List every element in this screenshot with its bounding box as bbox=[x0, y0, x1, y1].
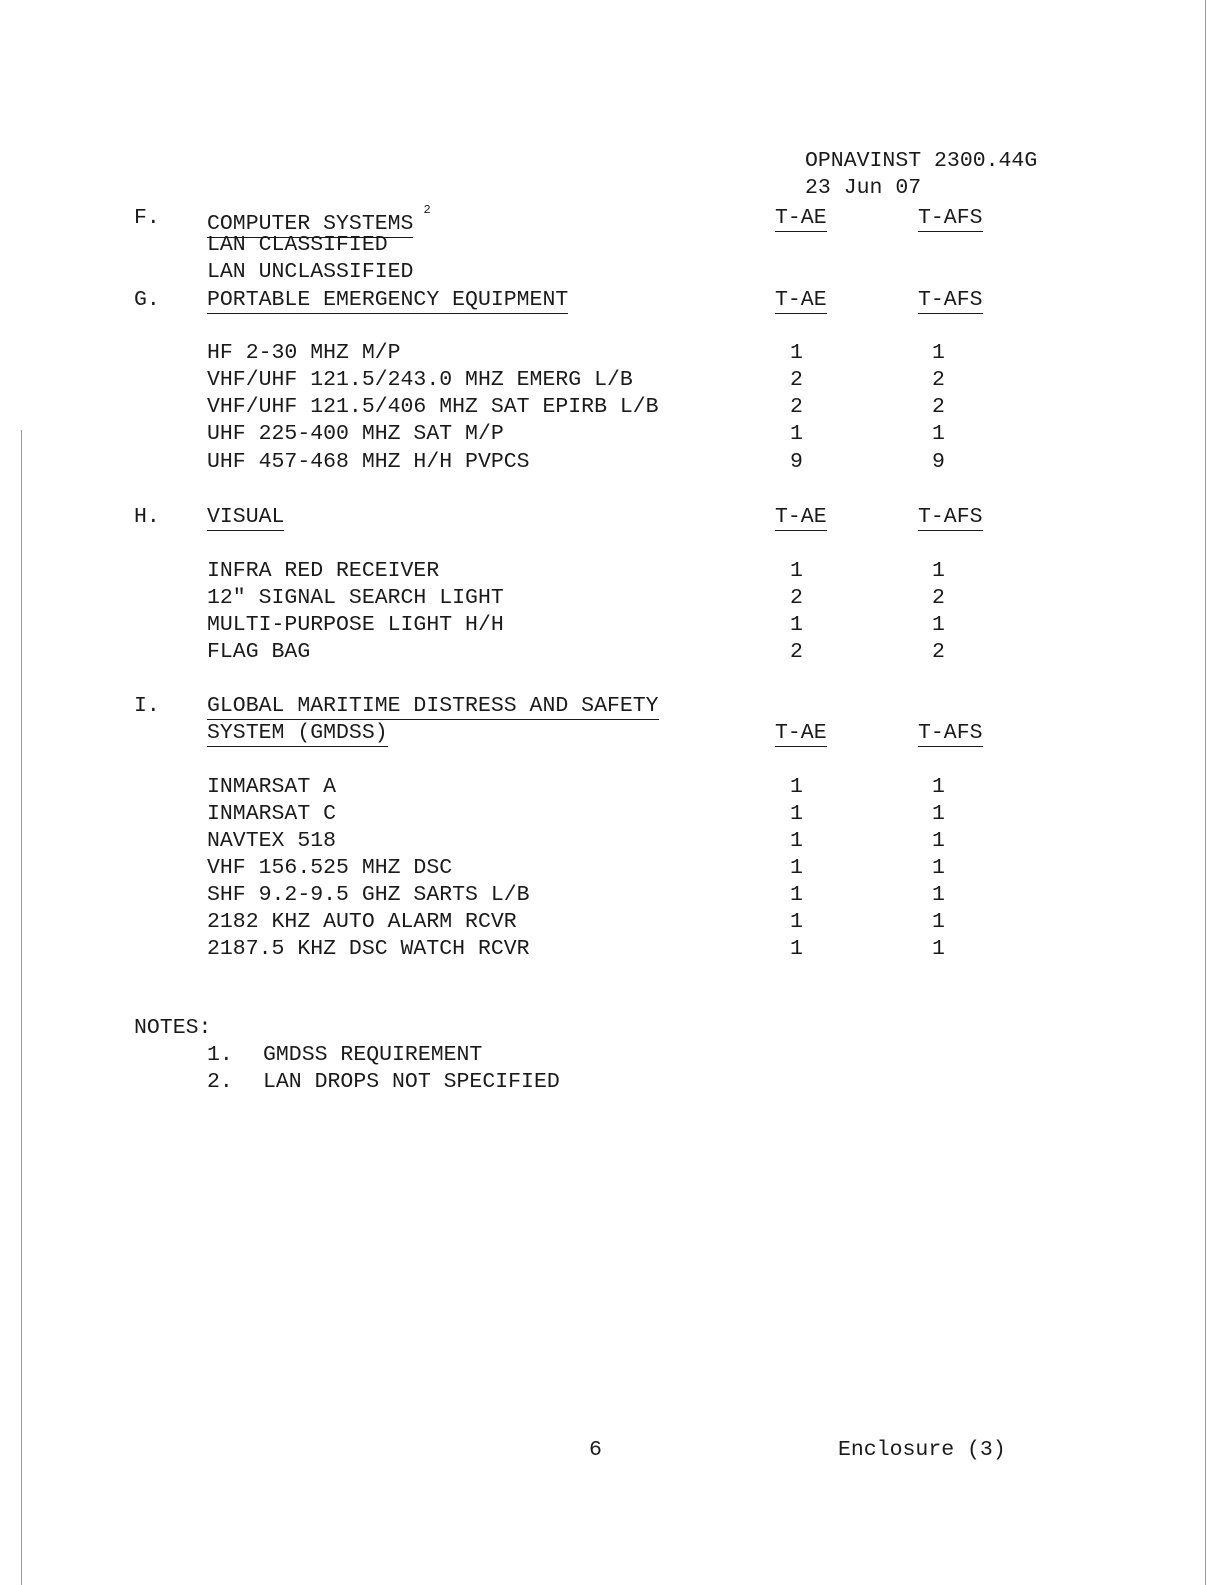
doc-date: 23 Jun 07 bbox=[805, 176, 922, 200]
section-i-row-tae: 1 bbox=[790, 937, 803, 961]
section-i-row-tae: 1 bbox=[790, 910, 803, 934]
section-g-row-name: VHF/UHF 121.5/243.0 MHZ EMERG L/B bbox=[207, 368, 633, 392]
section-i-row-tafs: 1 bbox=[932, 829, 945, 853]
scan-edge-right bbox=[1205, 0, 1206, 1585]
section-g-row-tae: 9 bbox=[790, 450, 803, 474]
section-h-col-tae bbox=[775, 504, 827, 530]
section-g-row-tae: 1 bbox=[790, 422, 803, 446]
section-h-row-tae: 1 bbox=[790, 559, 803, 583]
section-h-row-tae: 2 bbox=[790, 586, 803, 610]
section-h-col-tae-text: T-AE bbox=[775, 505, 827, 529]
section-g-row-tafs: 2 bbox=[932, 368, 945, 392]
section-i-col-tae bbox=[775, 720, 827, 746]
section-g-row-tafs: 9 bbox=[932, 450, 945, 474]
section-i-row-tae: 1 bbox=[790, 883, 803, 907]
section-h-row-tafs: 2 bbox=[932, 640, 945, 664]
section-i-row-name: SHF 9.2-9.5 GHZ SARTS L/B bbox=[207, 883, 530, 907]
note-text: GMDSS REQUIREMENT bbox=[263, 1043, 483, 1067]
section-f-col-tafs-text: T-AFS bbox=[918, 206, 983, 230]
section-g-row-name: UHF 225-400 MHZ SAT M/P bbox=[207, 422, 504, 446]
section-g-row-tafs: 1 bbox=[932, 341, 945, 365]
page-number: 6 bbox=[589, 1438, 602, 1462]
section-i-row-name: 2182 KHZ AUTO ALARM RCVR bbox=[207, 910, 517, 934]
section-f-letter: F. bbox=[134, 206, 160, 230]
section-i-row-tae: 1 bbox=[790, 775, 803, 799]
section-h-title-text: VISUAL bbox=[207, 505, 285, 529]
section-h-row-tae: 1 bbox=[790, 613, 803, 637]
section-i-title-line2 bbox=[207, 720, 388, 746]
section-g-row-tae: 1 bbox=[790, 341, 803, 365]
section-i-row-tafs: 1 bbox=[932, 856, 945, 880]
section-i-row-tae: 1 bbox=[790, 856, 803, 880]
section-i-row-tafs: 1 bbox=[932, 775, 945, 799]
doc-number: OPNAVINST 2300.44G bbox=[805, 149, 1038, 173]
section-i-col-tafs bbox=[918, 720, 983, 746]
note-number: 2. bbox=[207, 1070, 233, 1094]
section-h-row-tafs: 1 bbox=[932, 613, 945, 637]
section-g-row-tae: 2 bbox=[790, 395, 803, 419]
section-h-row-tafs: 1 bbox=[932, 559, 945, 583]
section-f-title-text: COMPUTER SYSTEMS bbox=[207, 212, 414, 237]
section-g-letter: G. bbox=[134, 288, 160, 312]
section-h-row-name: 12″ SIGNAL SEARCH LIGHT bbox=[207, 586, 504, 610]
section-g-row-name: UHF 457-468 MHZ H/H PVPCS bbox=[207, 450, 530, 474]
section-h-row-name: MULTI-PURPOSE LIGHT H/H bbox=[207, 613, 504, 637]
section-f-item: LAN UNCLASSIFIED bbox=[207, 260, 414, 284]
section-i-col-tafs-text: T-AFS bbox=[918, 721, 983, 745]
section-i-row-name: 2187.5 KHZ DSC WATCH RCVR bbox=[207, 937, 530, 961]
section-i-title-line1-text: GLOBAL MARITIME DISTRESS AND SAFETY bbox=[207, 694, 659, 718]
section-f-item: LAN CLASSIFIED bbox=[207, 233, 388, 257]
section-i-col-tae-text: T-AE bbox=[775, 721, 827, 745]
section-g-col-tae-text: T-AE bbox=[775, 288, 827, 312]
section-h-row-name: INFRA RED RECEIVER bbox=[207, 559, 440, 583]
section-g-row-name: HF 2-30 MHZ M/P bbox=[207, 341, 401, 365]
note-text: LAN DROPS NOT SPECIFIED bbox=[263, 1070, 560, 1094]
section-i-row-tae: 1 bbox=[790, 802, 803, 826]
notes-label: NOTES: bbox=[134, 1016, 212, 1040]
section-h-row-tafs: 2 bbox=[932, 586, 945, 610]
section-f-col-tae bbox=[775, 205, 827, 231]
section-i-letter: I. bbox=[134, 694, 160, 718]
section-h-letter: H. bbox=[134, 505, 160, 529]
section-g-row-name: VHF/UHF 121.5/406 MHZ SAT EPIRB L/B bbox=[207, 395, 659, 419]
section-g-row-tae: 2 bbox=[790, 368, 803, 392]
section-h-row-tae: 2 bbox=[790, 640, 803, 664]
section-g-title-text: PORTABLE EMERGENCY EQUIPMENT bbox=[207, 288, 569, 312]
section-i-row-tafs: 1 bbox=[932, 802, 945, 826]
section-g-col-tafs bbox=[918, 287, 983, 313]
note-number: 1. bbox=[207, 1043, 233, 1067]
section-i-row-name: INMARSAT C bbox=[207, 802, 337, 826]
section-i-row-tafs: 1 bbox=[932, 937, 945, 961]
scan-edge-left bbox=[21, 430, 22, 1585]
section-f-col-tafs bbox=[918, 205, 983, 231]
section-i-row-name: INMARSAT A bbox=[207, 775, 337, 799]
section-h-col-tafs bbox=[918, 504, 983, 530]
section-f-footnote-ref: 2 bbox=[423, 203, 431, 217]
section-i-row-name: VHF 156.525 MHZ DSC bbox=[207, 856, 453, 880]
section-i-row-tafs: 1 bbox=[932, 883, 945, 907]
section-g-row-tafs: 1 bbox=[932, 422, 945, 446]
enclosure-label: Enclosure (3) bbox=[838, 1438, 1006, 1462]
section-g-col-tae bbox=[775, 287, 827, 313]
section-g-row-tafs: 2 bbox=[932, 395, 945, 419]
section-h-row-name: FLAG BAG bbox=[207, 640, 311, 664]
section-g-col-tafs-text: T-AFS bbox=[918, 288, 983, 312]
section-i-title-line1 bbox=[207, 693, 659, 719]
section-h-col-tafs-text: T-AFS bbox=[918, 505, 983, 529]
section-i-row-tae: 1 bbox=[790, 829, 803, 853]
section-h-title bbox=[207, 504, 284, 530]
section-f-col-tae-text: T-AE bbox=[775, 206, 827, 230]
section-i-row-name: NAVTEX 518 bbox=[207, 829, 337, 853]
section-g-title bbox=[207, 287, 568, 313]
section-i-row-tafs: 1 bbox=[932, 910, 945, 934]
section-i-title-line2-text: SYSTEM (GMDSS) bbox=[207, 721, 388, 745]
